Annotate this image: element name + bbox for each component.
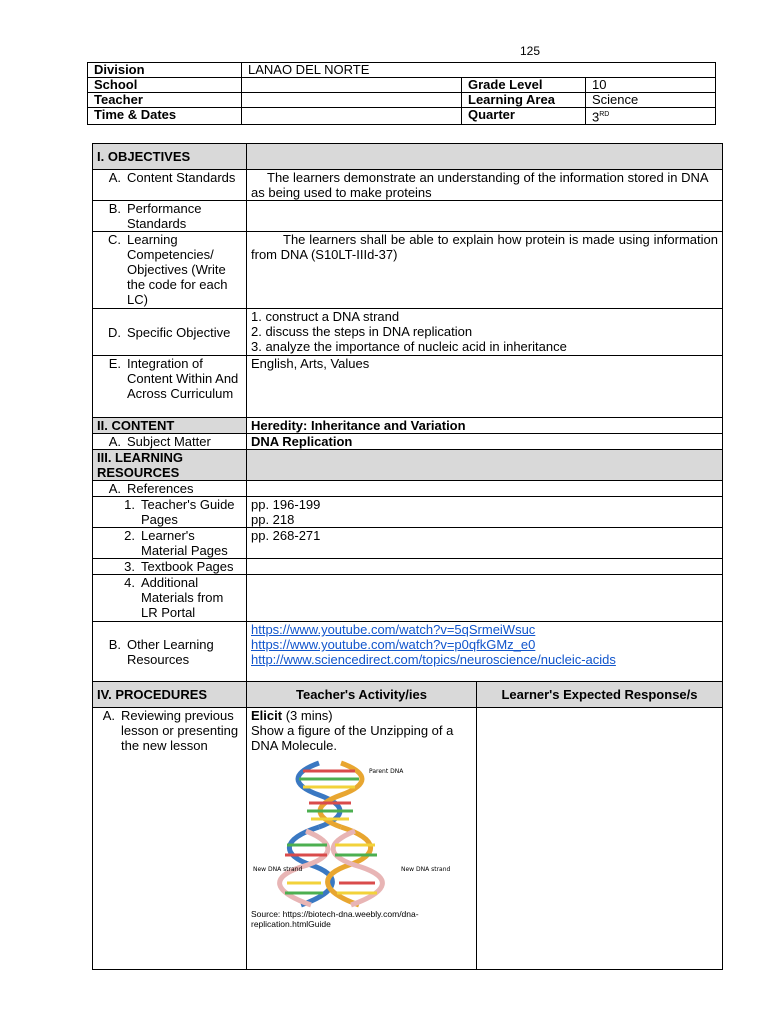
letter: C. <box>108 232 121 247</box>
resources-heading: III. LEARNING RESOURCES <box>93 450 247 481</box>
label-text: Additional Materials from LR Portal <box>141 575 224 620</box>
dna-image <box>251 759 461 909</box>
objective-item: 1. construct a DNA strand <box>251 309 400 324</box>
learning-competencies-text: The learners shall be able to explain how protein is made using information from DNA (S10LT-IIId-37) <box>247 232 723 309</box>
figure-label-new-left: New DNA strand <box>253 866 303 873</box>
additional-materials-value <box>247 575 723 622</box>
label-text: Reviewing previous lesson or presenting the new lesson <box>121 708 239 753</box>
division-label: Division <box>88 63 242 78</box>
label-text: Integration of Content Within And Across Curriculum <box>127 356 239 401</box>
letter: D. <box>108 324 121 340</box>
school-value <box>242 78 462 93</box>
letter: A. <box>108 434 121 449</box>
learner-response-header: Learner's Expected Response/s <box>477 682 723 708</box>
header-table <box>87 62 716 125</box>
letter: E. <box>108 356 121 371</box>
teacher-label: Teacher <box>88 93 242 108</box>
grade-level-value: 10 <box>586 78 716 93</box>
time-dates-value <box>242 108 462 125</box>
specific-objective-list <box>247 309 723 356</box>
activity-heading <box>251 708 472 723</box>
grade-level-label: Grade Level <box>462 78 586 93</box>
label-text: Teacher's Guide Pages <box>141 497 235 527</box>
textbook-pages-label <box>93 559 247 575</box>
dna-replication-figure <box>251 759 461 909</box>
learning-area-label: Learning Area <box>462 93 586 108</box>
item-number: 1. <box>124 497 135 512</box>
item-number: 4. <box>124 575 135 590</box>
subject-matter-label <box>93 434 247 450</box>
item-number: 3. <box>124 559 135 574</box>
learning-competencies-label <box>93 232 247 309</box>
subject-matter-text: DNA Replication <box>247 434 723 450</box>
activity-time: (3 mins) <box>282 708 333 723</box>
specific-objective-label <box>93 309 247 356</box>
quarter-suffix: RD <box>599 111 610 118</box>
objectives-heading-blank <box>247 144 723 170</box>
teachers-guide-label <box>93 497 247 528</box>
time-dates-label: Time & Dates <box>88 108 242 125</box>
teacher-activity-cell <box>247 708 477 970</box>
figure-label-parent: Parent DNA <box>369 768 404 775</box>
label-text: Textbook Pages <box>141 559 234 574</box>
label-text: References <box>127 481 194 496</box>
quarter-value <box>586 108 716 125</box>
reviewing-label <box>93 708 247 970</box>
resource-link[interactable]: https://www.youtube.com/watch?v=p0qfkGMz_e0 <box>251 637 536 652</box>
resources-heading-blank <box>247 450 723 481</box>
letter: B. <box>108 201 121 216</box>
learners-material-label <box>93 528 247 559</box>
learner-response-cell <box>477 708 723 970</box>
label-text: Learner's Material Pages <box>141 528 228 558</box>
additional-materials-label <box>93 575 247 622</box>
letter: B. <box>108 636 121 652</box>
teacher-value <box>242 93 462 108</box>
quarter-number: 3 <box>592 109 600 125</box>
label-text: Performance Standards <box>127 201 202 231</box>
content-standards-text: The learners demonstrate an understanding of the information stored in DNA as being used to make proteins <box>247 170 723 201</box>
figure-source: Source: https://biotech-dna.weebly.com/dna-replication.htmlGuide <box>251 909 419 929</box>
item-number: 2. <box>124 528 135 543</box>
performance-standards-label <box>93 201 247 232</box>
textbook-pages-value: pp. 268-271 <box>247 528 723 559</box>
label-text: Content Standards <box>127 170 236 185</box>
integration-text: English, Arts, Values <box>247 356 723 418</box>
activity-title: Elicit <box>251 708 283 723</box>
label-text: Learning Competencies/ Objectives (Write the code for each LC) <box>127 232 228 307</box>
resource-link[interactable]: http://www.sciencedirect.com/topics/neuroscience/nucleic-acids <box>251 652 616 667</box>
textbook-pages-blank <box>247 559 723 575</box>
learners-material-pages: pp. 218 <box>251 512 295 527</box>
content-standards-label <box>93 170 247 201</box>
other-resources-links <box>247 622 723 682</box>
teacher-activity-header: Teacher's Activity/ies <box>247 682 477 708</box>
activity-text: Show a figure of the Unzipping of a DNA Molecule. <box>251 723 454 753</box>
learning-area-value: Science <box>586 93 716 108</box>
teachers-guide-pages: pp. 196-199 <box>251 497 321 512</box>
letter: A. <box>108 170 121 185</box>
page-number: 125 <box>520 44 541 58</box>
resource-link[interactable]: https://www.youtube.com/watch?v=5qSrmeiWsuc <box>251 622 536 637</box>
references-label <box>93 481 247 497</box>
content-topic: Heredity: Inheritance and Variation <box>247 418 723 434</box>
letter: A. <box>108 481 121 496</box>
label-text: Specific Objective <box>127 324 231 340</box>
other-resources-label <box>93 622 247 682</box>
school-label: School <box>88 78 242 93</box>
quarter-label: Quarter <box>462 108 586 125</box>
letter: A. <box>102 708 115 723</box>
division-value: LANAO DEL NORTE <box>242 63 716 78</box>
label-text: Other Learning Resources <box>127 636 214 667</box>
teachers-guide-value <box>247 497 723 528</box>
figure-label-new-right: New DNA strand <box>401 866 451 873</box>
label-text: Subject Matter <box>127 434 211 449</box>
objectives-heading: I. OBJECTIVES <box>93 144 247 170</box>
objective-item: 3. analyze the importance of nucleic acid in inheritance <box>251 339 567 354</box>
references-value <box>247 481 723 497</box>
performance-standards-text <box>247 201 723 232</box>
procedures-heading: IV. PROCEDURES <box>93 682 247 708</box>
content-heading: II. CONTENT <box>93 418 247 434</box>
objective-item: 2. discuss the steps in DNA replication <box>251 324 473 339</box>
integration-label <box>93 356 247 418</box>
lesson-plan-table <box>92 143 723 970</box>
